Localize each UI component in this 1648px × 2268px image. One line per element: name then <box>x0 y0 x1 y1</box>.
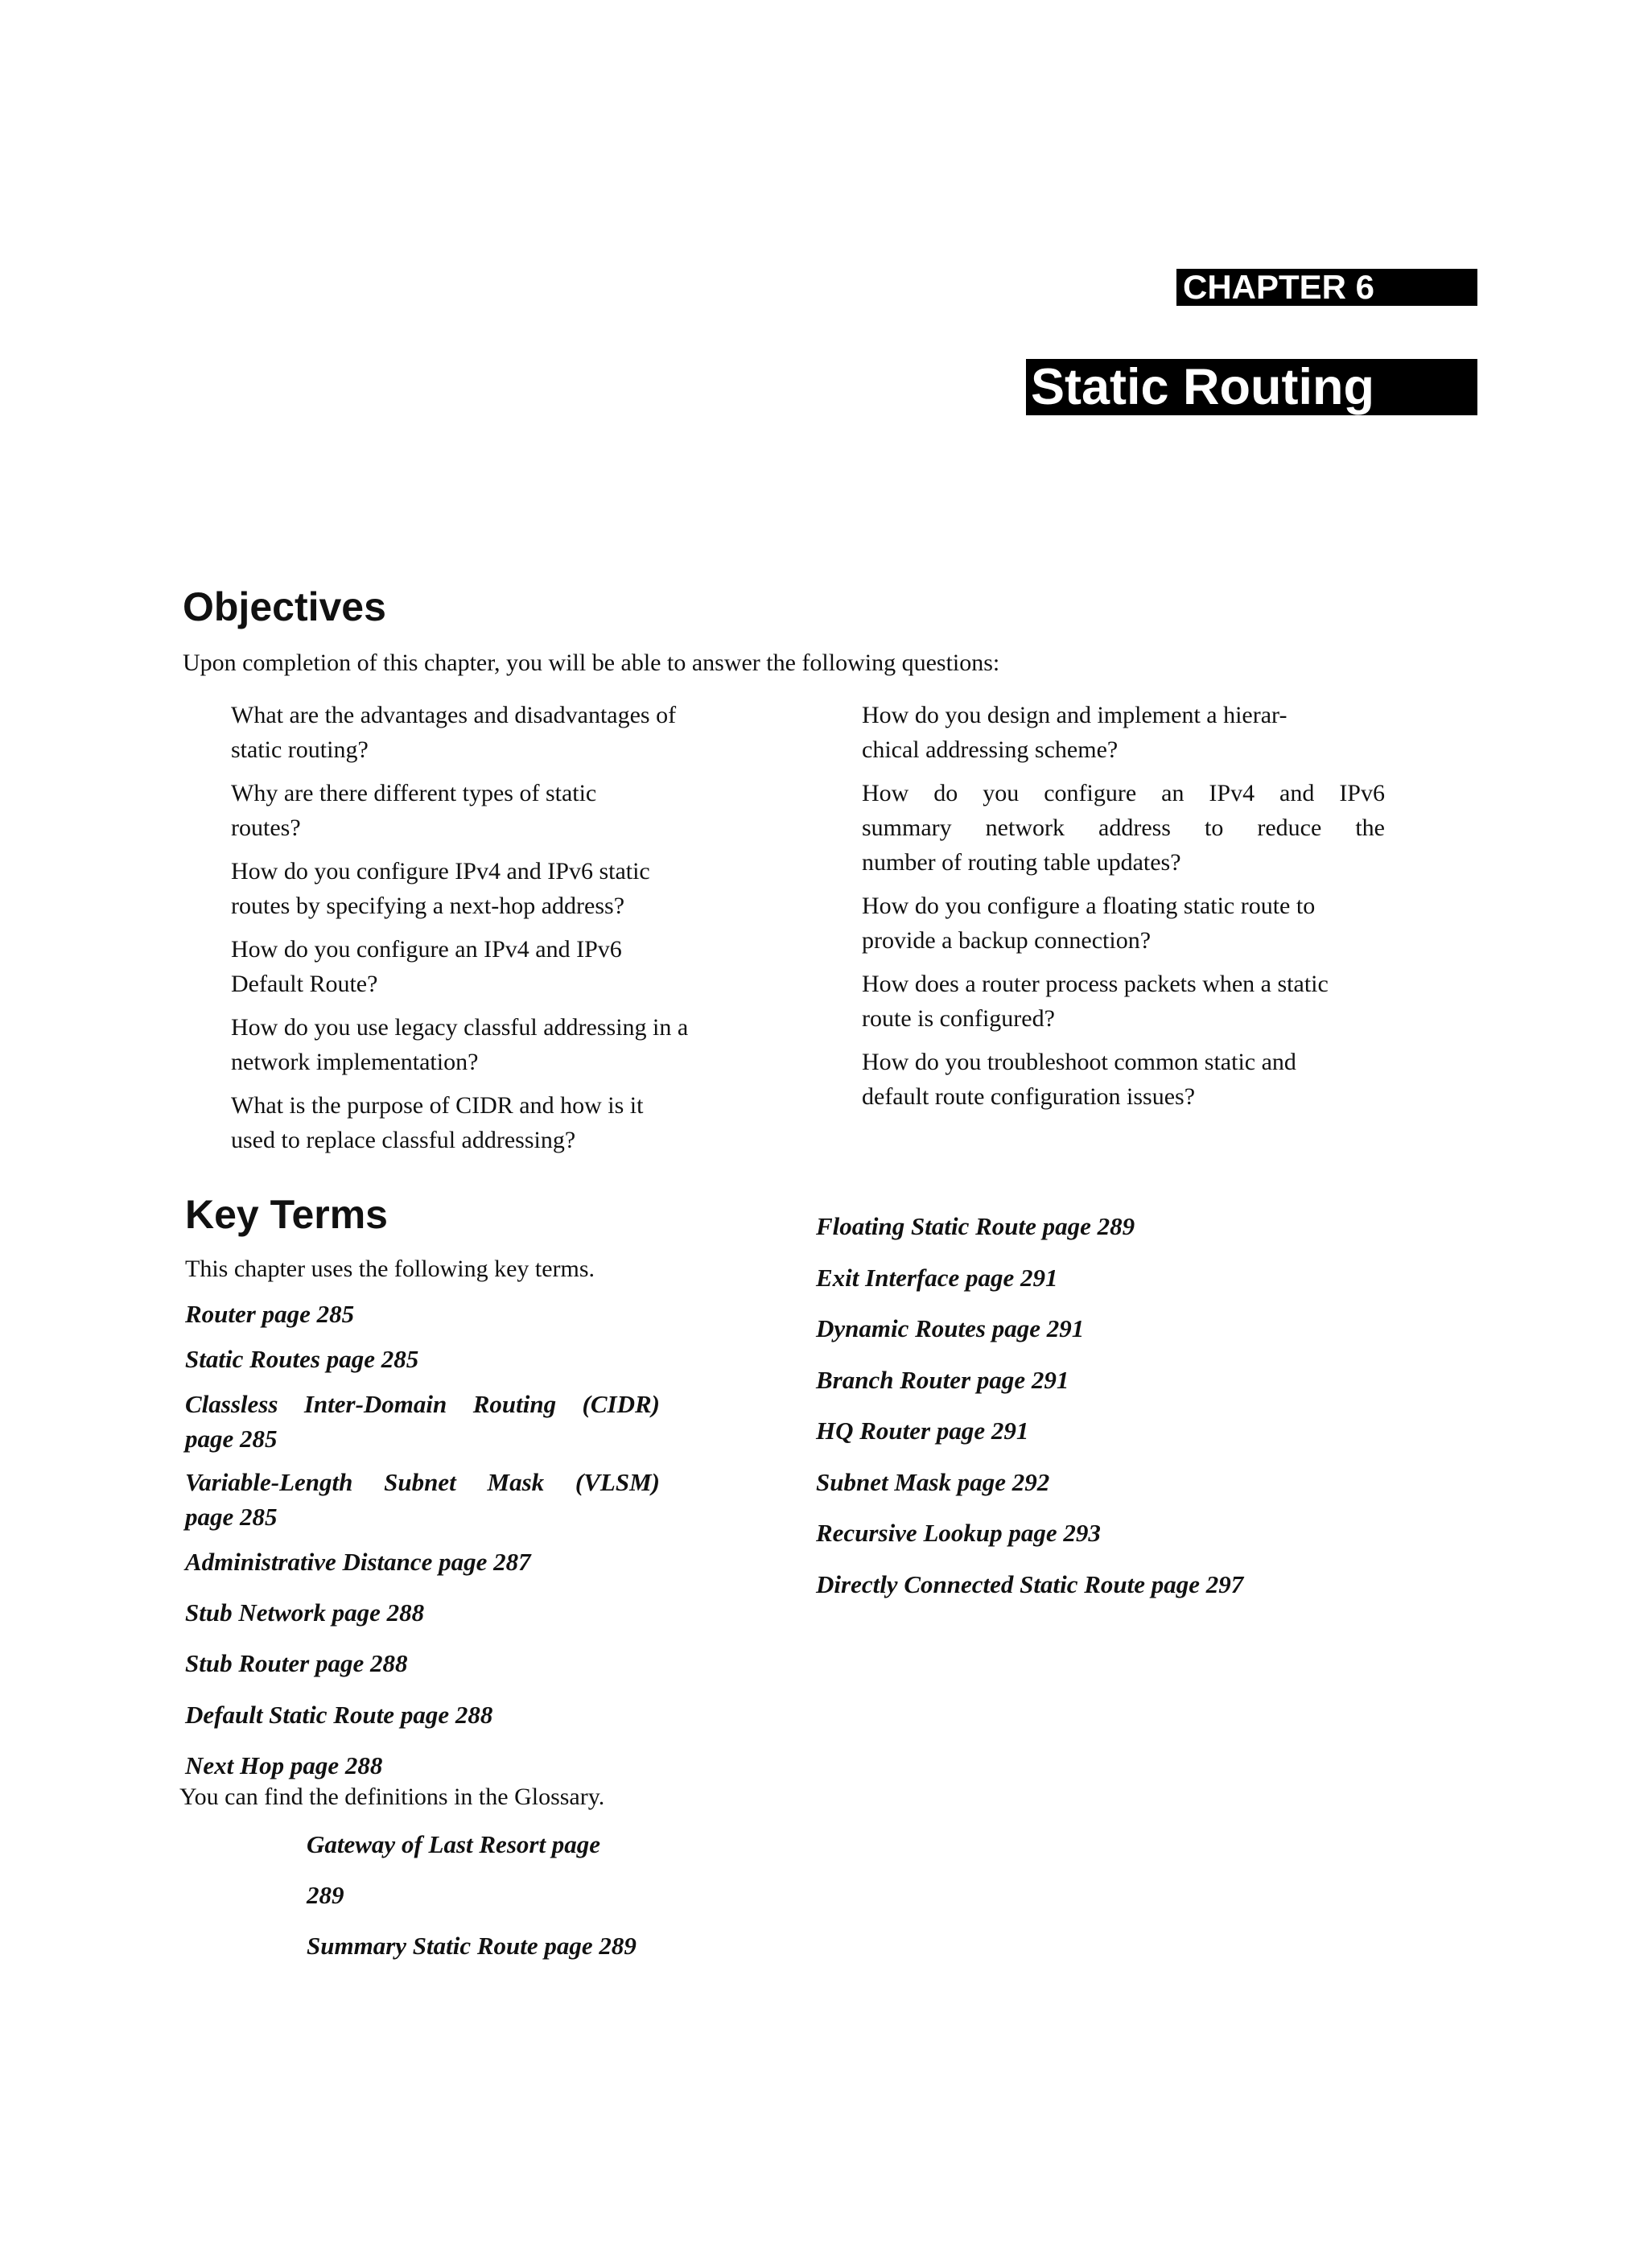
key-term: Recursive Lookup page 293 <box>816 1519 1101 1547</box>
chapter-title: Static Routing <box>1026 359 1477 415</box>
key-terms-intro: This chapter uses the following key terms. <box>185 1256 595 1282</box>
key-term: Static Routes page 285 <box>185 1345 419 1373</box>
key-term: Administrative Distance page 287 <box>185 1548 531 1576</box>
key-term: Classless Inter-Domain Routing (CIDR) page 285 <box>185 1390 660 1453</box>
glossary-note: You can find the definitions in the Glossary. <box>179 1783 605 1810</box>
key-terms-indented <box>307 1827 637 1963</box>
objectives-intro: Upon completion of this chapter, you will be able to answer the following questions: <box>183 649 1000 676</box>
key-term: Router page 285 <box>185 1300 355 1328</box>
objective-item: How does a router process packets when a static route is configured? <box>862 971 1329 1032</box>
key-term: Directly Connected Static Route page 297 <box>816 1569 1244 1598</box>
key-term: Dynamic Routes page 291 <box>816 1314 1085 1342</box>
key-term: Floating Static Route page 289 <box>816 1212 1135 1240</box>
objectives-heading: Objectives <box>183 584 386 629</box>
key-term: Next Hop page 288 <box>185 1751 383 1779</box>
key-term: 289 <box>307 1881 344 1909</box>
key-term: Gateway of Last Resort page <box>307 1830 601 1858</box>
objective-item: What are the advantages and disadvantages of static routing? <box>231 702 677 763</box>
chapter-label: CHAPTER 6 <box>1176 269 1477 306</box>
objective-item: How do you configure an IPv4 and IPv6 Default Route? <box>231 936 622 997</box>
objective-item: How do you configure a floating static route to provide a backup connection? <box>862 893 1316 954</box>
objective-item: How do you use legacy classful addressing in a network implementation? <box>231 1014 689 1075</box>
key-term: Branch Router page 291 <box>816 1365 1069 1394</box>
key-term: Stub Router page 288 <box>185 1649 408 1677</box>
key-terms-left-column <box>185 1297 660 1783</box>
objective-item: How do you troubleshoot common static and default route configuration issues? <box>862 1049 1296 1110</box>
key-term: HQ Router page 291 <box>816 1416 1029 1445</box>
key-term: Exit Interface page 291 <box>816 1263 1058 1292</box>
objective-item: How do you configure an IPv4 and IPv6 summary network address to reduce the number of routing table updates? <box>862 780 1385 876</box>
key-terms-heading: Key Terms <box>185 1192 388 1237</box>
key-term: Summary Static Route page 289 <box>307 1932 637 1960</box>
objective-item: What is the purpose of CIDR and how is it used to replace classful addressing? <box>231 1092 644 1153</box>
key-term: Stub Network page 288 <box>185 1598 425 1627</box>
key-term: Default Static Route page 288 <box>185 1701 493 1729</box>
objectives-right-column <box>862 698 1385 1123</box>
objective-item: How do you configure IPv4 and IPv6 static routes by specifying a next-hop address? <box>231 858 650 919</box>
key-term: Variable-Length Subnet Mask (VLSM) page 285 <box>185 1468 660 1531</box>
objective-item: How do you design and implement a hierar- chical addressing scheme? <box>862 702 1288 763</box>
key-term: Subnet Mask page 292 <box>816 1467 1050 1496</box>
objectives-left-column <box>231 698 762 1166</box>
key-terms-right-column <box>816 1209 1243 1602</box>
objective-item: Why are there different types of static routes? <box>231 780 597 841</box>
